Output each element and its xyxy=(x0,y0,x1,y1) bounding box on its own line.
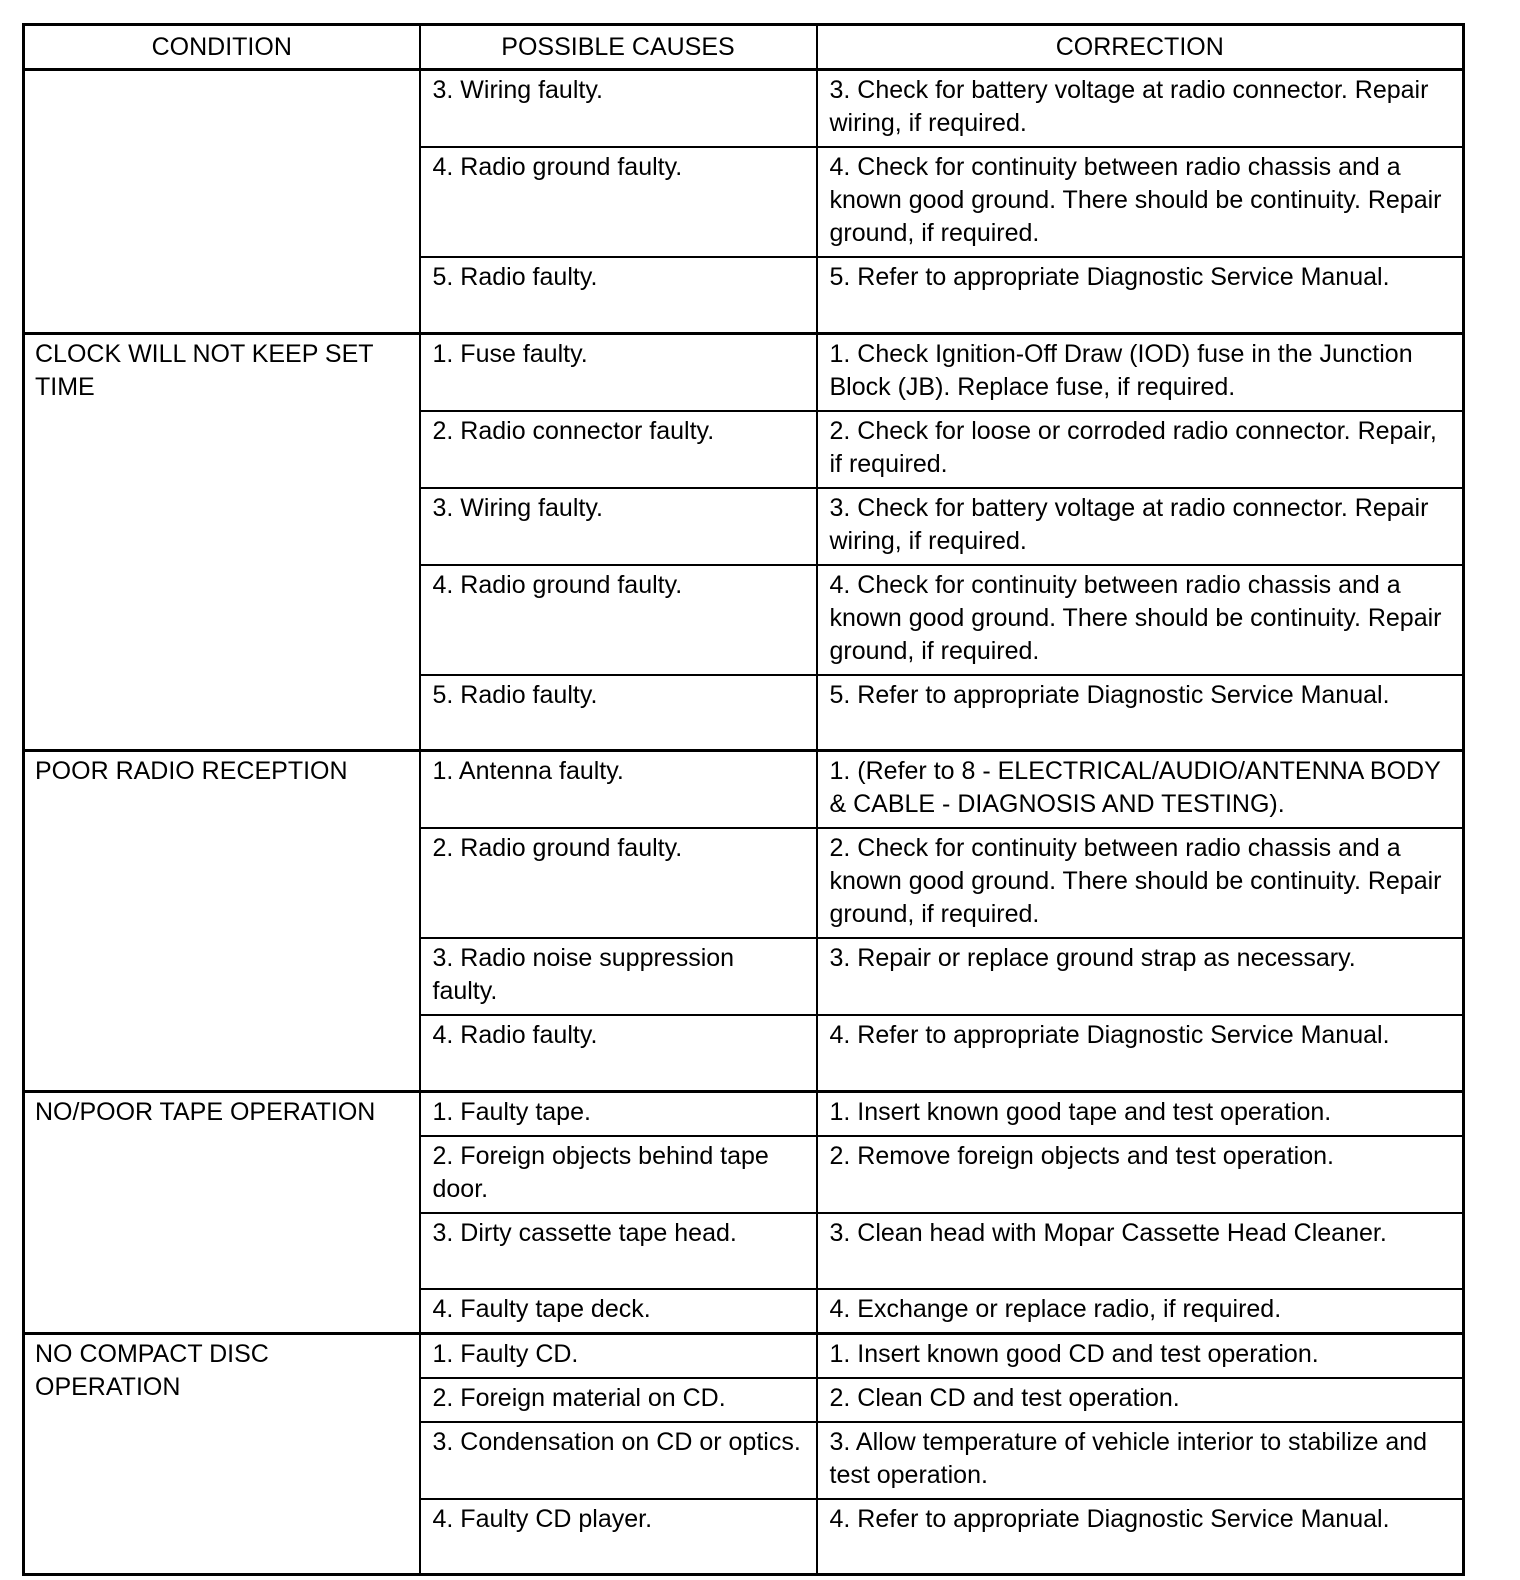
header-correction: CORRECTION xyxy=(817,25,1464,70)
possible-cause-text: 2. Radio ground faulty. xyxy=(432,834,683,862)
possible-cause-cell xyxy=(420,333,817,411)
table-row xyxy=(24,1333,1464,1378)
correction-cell xyxy=(817,1015,1464,1091)
possible-cause-cell xyxy=(420,1213,817,1289)
correction-text: 4. Refer to appropriate Diagnostic Service Manual. xyxy=(829,1021,1390,1049)
header-possible-causes: POSSIBLE CAUSES xyxy=(420,25,817,70)
correction-text: 1. Insert known good tape and test operation. xyxy=(829,1097,1332,1126)
correction-cell xyxy=(817,1499,1464,1575)
correction-text: 3. Allow temperature of vehicle interior to stabilize and test operation. xyxy=(829,1427,1428,1489)
correction-text: 1. (Refer to 8 - ELECTRICAL/AUDIO/ANTENNA BODY & CABLE - DIAGNOSIS AND TESTING). xyxy=(829,757,1441,818)
correction-text: 5. Refer to appropriate Diagnostic Service Manual. xyxy=(829,680,1390,709)
correction-text: 2. Remove foreign objects and test operation. xyxy=(829,1141,1334,1170)
possible-cause-cell xyxy=(420,1378,817,1422)
condition-cell xyxy=(24,751,420,1092)
correction-cell xyxy=(817,1091,1464,1136)
possible-cause-cell xyxy=(420,411,817,488)
correction-cell xyxy=(817,1378,1464,1422)
table-row xyxy=(24,751,1464,829)
possible-cause-text: 5. Radio faulty. xyxy=(432,263,598,291)
correction-cell xyxy=(817,1213,1464,1289)
possible-cause-text: 3. Dirty cassette tape head. xyxy=(432,1218,737,1247)
possible-cause-text: 5. Radio faulty. xyxy=(432,680,598,709)
correction-cell xyxy=(817,1136,1464,1213)
condition-cell xyxy=(24,333,420,751)
possible-cause-cell xyxy=(420,675,817,751)
possible-cause-cell xyxy=(420,257,817,333)
possible-cause-text: 1. Faulty CD. xyxy=(432,1339,579,1368)
possible-cause-cell xyxy=(420,1499,817,1575)
possible-cause-text: 3. Wiring faulty. xyxy=(432,493,603,522)
table-row xyxy=(24,70,1464,148)
possible-cause-text: 4. Faulty tape deck. xyxy=(432,1294,651,1323)
possible-cause-text: 4. Faulty CD player. xyxy=(432,1504,653,1533)
correction-cell xyxy=(817,488,1464,565)
condition-cell xyxy=(24,70,420,334)
correction-cell xyxy=(817,333,1464,411)
possible-cause-cell xyxy=(420,1289,817,1334)
correction-text: 4. Check for continuity between radio chassis and a known good ground. There should be continuity. Repair ground, if required. xyxy=(829,153,1442,247)
possible-cause-cell xyxy=(420,1422,817,1499)
possible-cause-text: 1. Faulty tape. xyxy=(432,1097,591,1126)
possible-cause-text: 4. Radio faulty. xyxy=(432,1021,598,1049)
correction-cell xyxy=(817,1333,1464,1378)
correction-cell xyxy=(817,675,1464,751)
condition-text: NO COMPACT DISC OPERATION xyxy=(35,1339,269,1401)
table-row xyxy=(24,1091,1464,1136)
correction-cell xyxy=(817,147,1464,257)
possible-cause-cell xyxy=(420,147,817,257)
diagnosis-table xyxy=(22,23,1465,1576)
possible-cause-cell xyxy=(420,938,817,1015)
correction-cell xyxy=(817,565,1464,675)
possible-cause-text: 4. Radio ground faulty. xyxy=(432,570,683,599)
possible-cause-text: 1. Antenna faulty. xyxy=(432,757,624,785)
correction-text: 4. Refer to appropriate Diagnostic Service Manual. xyxy=(829,1504,1390,1533)
possible-cause-cell xyxy=(420,1136,817,1213)
correction-text: 3. Check for battery voltage at radio connector. Repair wiring, if required. xyxy=(829,76,1429,137)
possible-cause-text: 4. Radio ground faulty. xyxy=(432,153,683,181)
possible-cause-cell xyxy=(420,751,817,829)
correction-text: 4. Exchange or replace radio, if required. xyxy=(829,1294,1282,1323)
condition-text: POOR RADIO RECEPTION xyxy=(35,757,348,785)
possible-cause-text: 1. Fuse faulty. xyxy=(432,339,588,368)
table-row xyxy=(24,333,1464,411)
correction-cell xyxy=(817,1422,1464,1499)
header-condition: CONDITION xyxy=(24,25,420,70)
condition-cell xyxy=(24,1091,420,1333)
correction-cell xyxy=(817,1289,1464,1334)
possible-cause-text: 2. Foreign objects behind tape door. xyxy=(432,1141,769,1203)
correction-cell xyxy=(817,938,1464,1015)
table-body xyxy=(24,70,1464,1575)
correction-text: 3. Check for battery voltage at radio connector. Repair wiring, if required. xyxy=(829,493,1429,555)
correction-text: 2. Check for continuity between radio chassis and a known good ground. There should be continuity. Repair ground, if required. xyxy=(829,834,1442,928)
correction-text: 2. Check for loose or corroded radio connector. Repair, if required. xyxy=(829,416,1437,478)
correction-text: 3. Clean head with Mopar Cassette Head Cleaner. xyxy=(829,1218,1387,1247)
possible-cause-cell xyxy=(420,70,817,148)
correction-cell xyxy=(817,411,1464,488)
correction-text: 1. Check Ignition-Off Draw (IOD) fuse in the Junction Block (JB). Replace fuse, if required. xyxy=(829,339,1413,401)
correction-cell xyxy=(817,828,1464,938)
condition-text: CLOCK WILL NOT KEEP SET TIME xyxy=(35,339,374,401)
correction-cell xyxy=(817,257,1464,333)
possible-cause-cell xyxy=(420,565,817,675)
header-row xyxy=(24,25,1464,70)
possible-cause-cell xyxy=(420,488,817,565)
possible-cause-text: 2. Radio connector faulty. xyxy=(432,416,715,445)
correction-text: 5. Refer to appropriate Diagnostic Service Manual. xyxy=(829,263,1390,291)
correction-text: 3. Repair or replace ground strap as necessary. xyxy=(829,944,1356,972)
possible-cause-text: 3. Condensation on CD or optics. xyxy=(432,1427,801,1456)
possible-cause-text: 2. Foreign material on CD. xyxy=(432,1383,726,1412)
possible-cause-cell xyxy=(420,1091,817,1136)
table-header xyxy=(24,25,1464,70)
correction-cell xyxy=(817,751,1464,829)
possible-cause-text: 3. Wiring faulty. xyxy=(432,76,603,104)
condition-cell xyxy=(24,1333,420,1575)
possible-cause-text: 3. Radio noise suppression faulty. xyxy=(432,944,735,1005)
correction-text: 1. Insert known good CD and test operation. xyxy=(829,1339,1319,1368)
possible-cause-cell xyxy=(420,1015,817,1091)
correction-text: 4. Check for continuity between radio chassis and a known good ground. There should be continuity. Repair ground, if required. xyxy=(829,570,1442,665)
condition-text: NO/POOR TAPE OPERATION xyxy=(35,1097,376,1126)
correction-cell xyxy=(817,70,1464,148)
possible-cause-cell xyxy=(420,828,817,938)
correction-text: 2. Clean CD and test operation. xyxy=(829,1383,1180,1412)
possible-cause-cell xyxy=(420,1333,817,1378)
